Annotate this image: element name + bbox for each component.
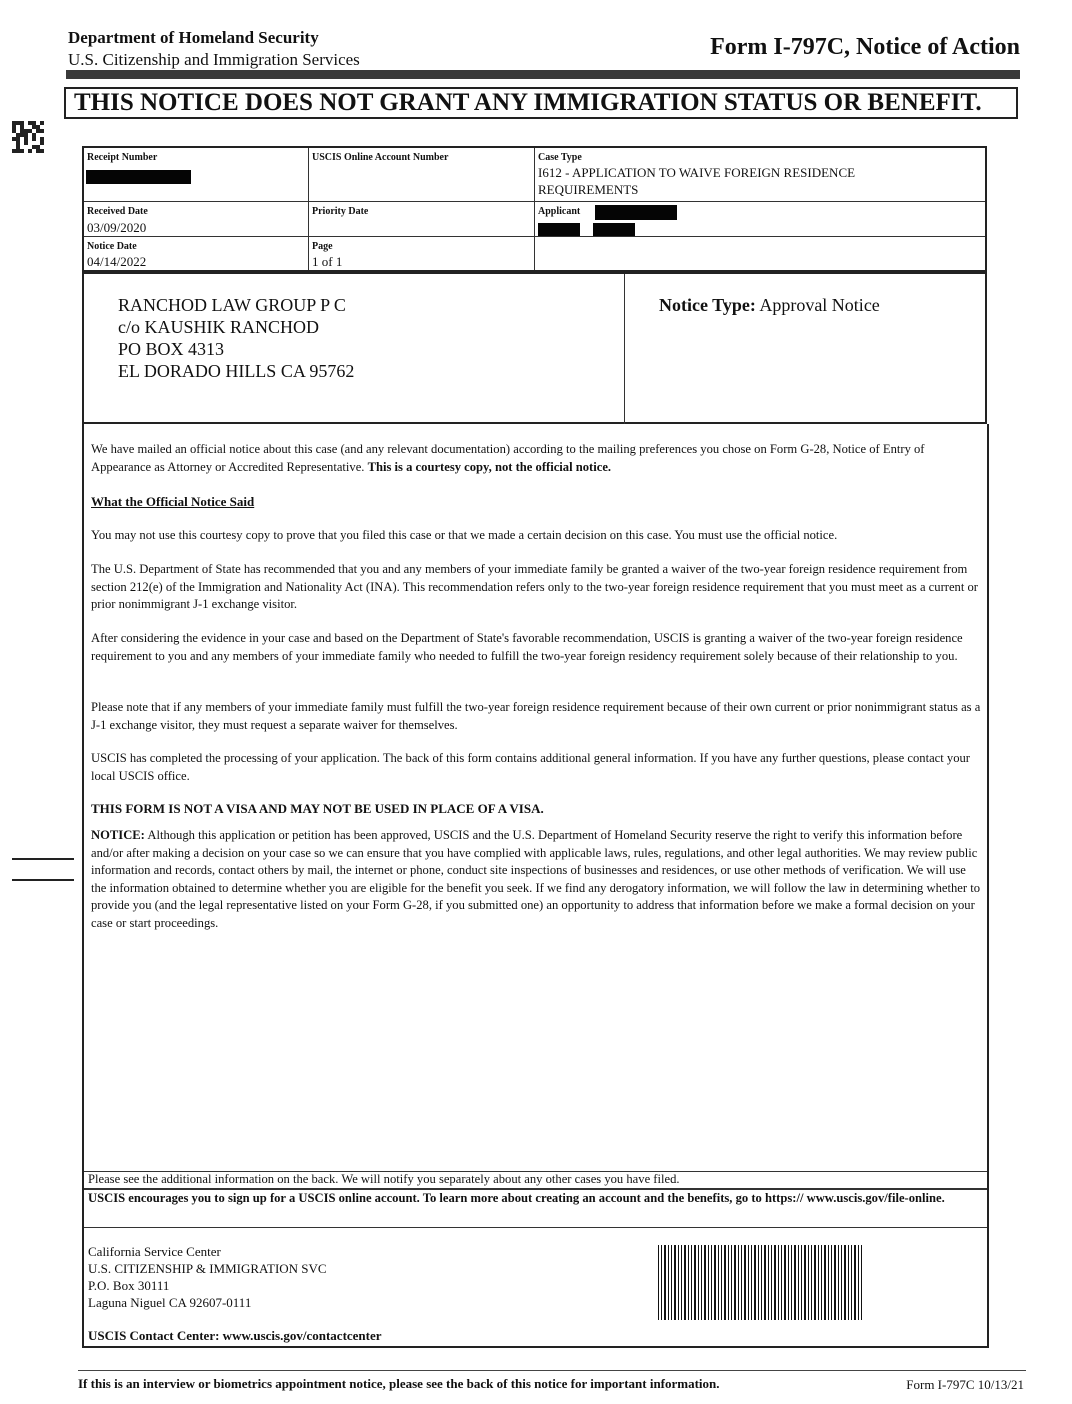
form-edition: Form I-797C 10/13/21: [906, 1377, 1024, 1392]
notice-date-label: Notice Date: [87, 241, 137, 252]
paragraph-processing-complete: USCIS has completed the processing of your application. The back of this form contains additional general information. If you have any further questions, please contact your local USCIS office.: [91, 751, 970, 783]
receipt-number-cell: [84, 148, 309, 202]
address-divider: [624, 274, 625, 424]
receipt-number-label: Receipt Number: [87, 152, 158, 163]
page-value: 1 of 1: [312, 254, 343, 269]
priority-date-label: Priority Date: [312, 206, 369, 217]
header-rule: [66, 70, 1020, 79]
status-banner: THIS NOTICE DOES NOT GRANT ANY IMMIGRATION STATUS OR BENEFIT.: [64, 87, 1018, 119]
received-date-value: 03/09/2020: [87, 220, 147, 235]
redacted-receipt-number: [86, 170, 191, 184]
fold-mark-2: [12, 879, 74, 881]
account-number-label: USCIS Online Account Number: [312, 152, 449, 163]
bottom-rule: [78, 1370, 1026, 1371]
barcode-icon: [658, 1245, 866, 1320]
applicant-cell: [535, 202, 985, 237]
service-center-line2: U.S. CITIZENSHIP & IMMIGRATION SVC: [88, 1261, 327, 1276]
case-type-line2: REQUIREMENTS: [538, 182, 639, 197]
footer-rule-3: [84, 1227, 987, 1228]
received-date-label: Received Date: [87, 206, 148, 217]
appointment-note: If this is an interview or biometrics appointment notice, please see the back of this notice for important information.: [78, 1376, 720, 1391]
department-name: Department of Homeland Security: [68, 28, 319, 47]
paragraph-courtesy: You may not use this courtesy copy to prove that you filed this case or that we made a certain decision on this case. You must use the official notice.: [91, 528, 838, 542]
page-label: Page: [312, 241, 333, 252]
redacted-applicant-number: [595, 205, 677, 220]
additional-info-note: Please see the additional information on the back. We will notify you separately about any other cases you have filed.: [88, 1172, 680, 1186]
notice-date-cell: [84, 237, 309, 270]
address-line2: c/o KAUSHIK RANCHOD: [118, 317, 319, 337]
notice-type-label: Notice Type:: [659, 295, 756, 315]
notice-type-value: Approval Notice: [759, 295, 880, 315]
address-line4: EL DORADO HILLS CA 95762: [118, 361, 355, 381]
notice-paragraph: [91, 827, 981, 932]
service-center-line1: California Service Center: [88, 1244, 221, 1259]
courtesy-copy-note: This is a courtesy copy, not the official notice.: [367, 459, 612, 474]
contact-center: USCIS Contact Center: www.uscis.gov/contactcenter: [88, 1328, 382, 1343]
qr-code-icon: [12, 120, 44, 154]
service-name: U.S. Citizenship and Immigration Services: [68, 50, 360, 69]
visa-warning: THIS FORM IS NOT A VISA AND MAY NOT BE USED IN PLACE OF A VISA.: [91, 801, 544, 816]
paragraph-state-recommendation: The U.S. Department of State has recommended that you and any members of your immediate family be granted a waiver of the two-year foreign residence requirement from section 212(e) of the Immigration and Nationality Act (INA). This recommendation refers only to the two-year foreign residence requirement that you must meet as a current or prior nonimmigrant J-1 exchange visitor.: [91, 562, 978, 611]
address-line3: PO BOX 4313: [118, 339, 225, 359]
address-line1: RANCHOD LAW GROUP P C: [118, 295, 346, 315]
online-account-note: USCIS encourages you to sign up for a USCIS online account. To learn more about creating an account and the benefits, go to https:// www.uscis.gov/file-online.: [88, 1191, 945, 1205]
case-type-cell: [535, 148, 985, 202]
fold-mark-1: [12, 858, 74, 860]
notice-text: Although this application or petition has been approved, USCIS and the U.S. Department of Homeland Security reserve the right to verify this information before and/or after making a decision on your case so we can ensure that you have complied with applicable laws, rules, regulations, and other legal authorities. We may review public information and records, contact others by mail, the internet or phone, conduct site inspections of businesses and residences, or use other methods of verification. We will use the information obtained to determine whether you are eligible for the benefit you seek. If we find any derogatory information, we will follow the law in determining whether to provide you (and the legal representative listed on your Form G-28, if you submitted one) an opportunity to address that information before we make a formal decision on your case or start proceedings.: [91, 828, 980, 930]
notice-date-value: 04/14/2022: [87, 254, 147, 269]
redacted-applicant-name-1: [538, 223, 580, 236]
intro-text: We have mailed an official notice about this case (and any relevant documentation) according to the mailing preferences you chose on Form G-28, Notice of Entry of Appearance as Attorney or Accredited Representative.: [91, 442, 925, 474]
form-title: Form I-797C, Notice of Action: [710, 34, 1020, 60]
case-type-line1: I612 - APPLICATION TO WAIVE FOREIGN RESIDENCE: [538, 165, 856, 180]
redacted-applicant-name-2: [593, 223, 635, 236]
notice-type: [659, 295, 880, 316]
paragraph-family-note: Please note that if any members of your immediate family must fulfill the two-year foreign residence requirement because of their own current or prior nonimmigrant status as a J-1 exchange visitor, they must request a separate waiver for themselves.: [91, 700, 981, 732]
case-type-label: Case Type: [538, 152, 582, 163]
received-date-cell: [84, 202, 309, 237]
notice-label: NOTICE:: [91, 828, 145, 842]
intro-paragraph: [91, 441, 981, 476]
page-cell: [309, 237, 535, 270]
priority-date-cell: [309, 202, 535, 237]
service-center-line3: P.O. Box 30111: [88, 1278, 170, 1293]
paragraph-waiver-granted: After considering the evidence in your case and based on the Department of State's favorable recommendation, USCIS is granting a waiver of the two-year foreign residence requirement to you and any members of your immediate family who needed to fulfill the two-year foreign residency requirement solely because of their relationship to you.: [91, 631, 963, 663]
applicant-label: Applicant: [538, 206, 581, 217]
account-number-cell: [309, 148, 535, 202]
service-center-line4: Laguna Niguel CA 92607-0111: [88, 1295, 252, 1310]
case-info-grid: [82, 146, 987, 272]
section-heading: What the Official Notice Said: [91, 494, 255, 509]
